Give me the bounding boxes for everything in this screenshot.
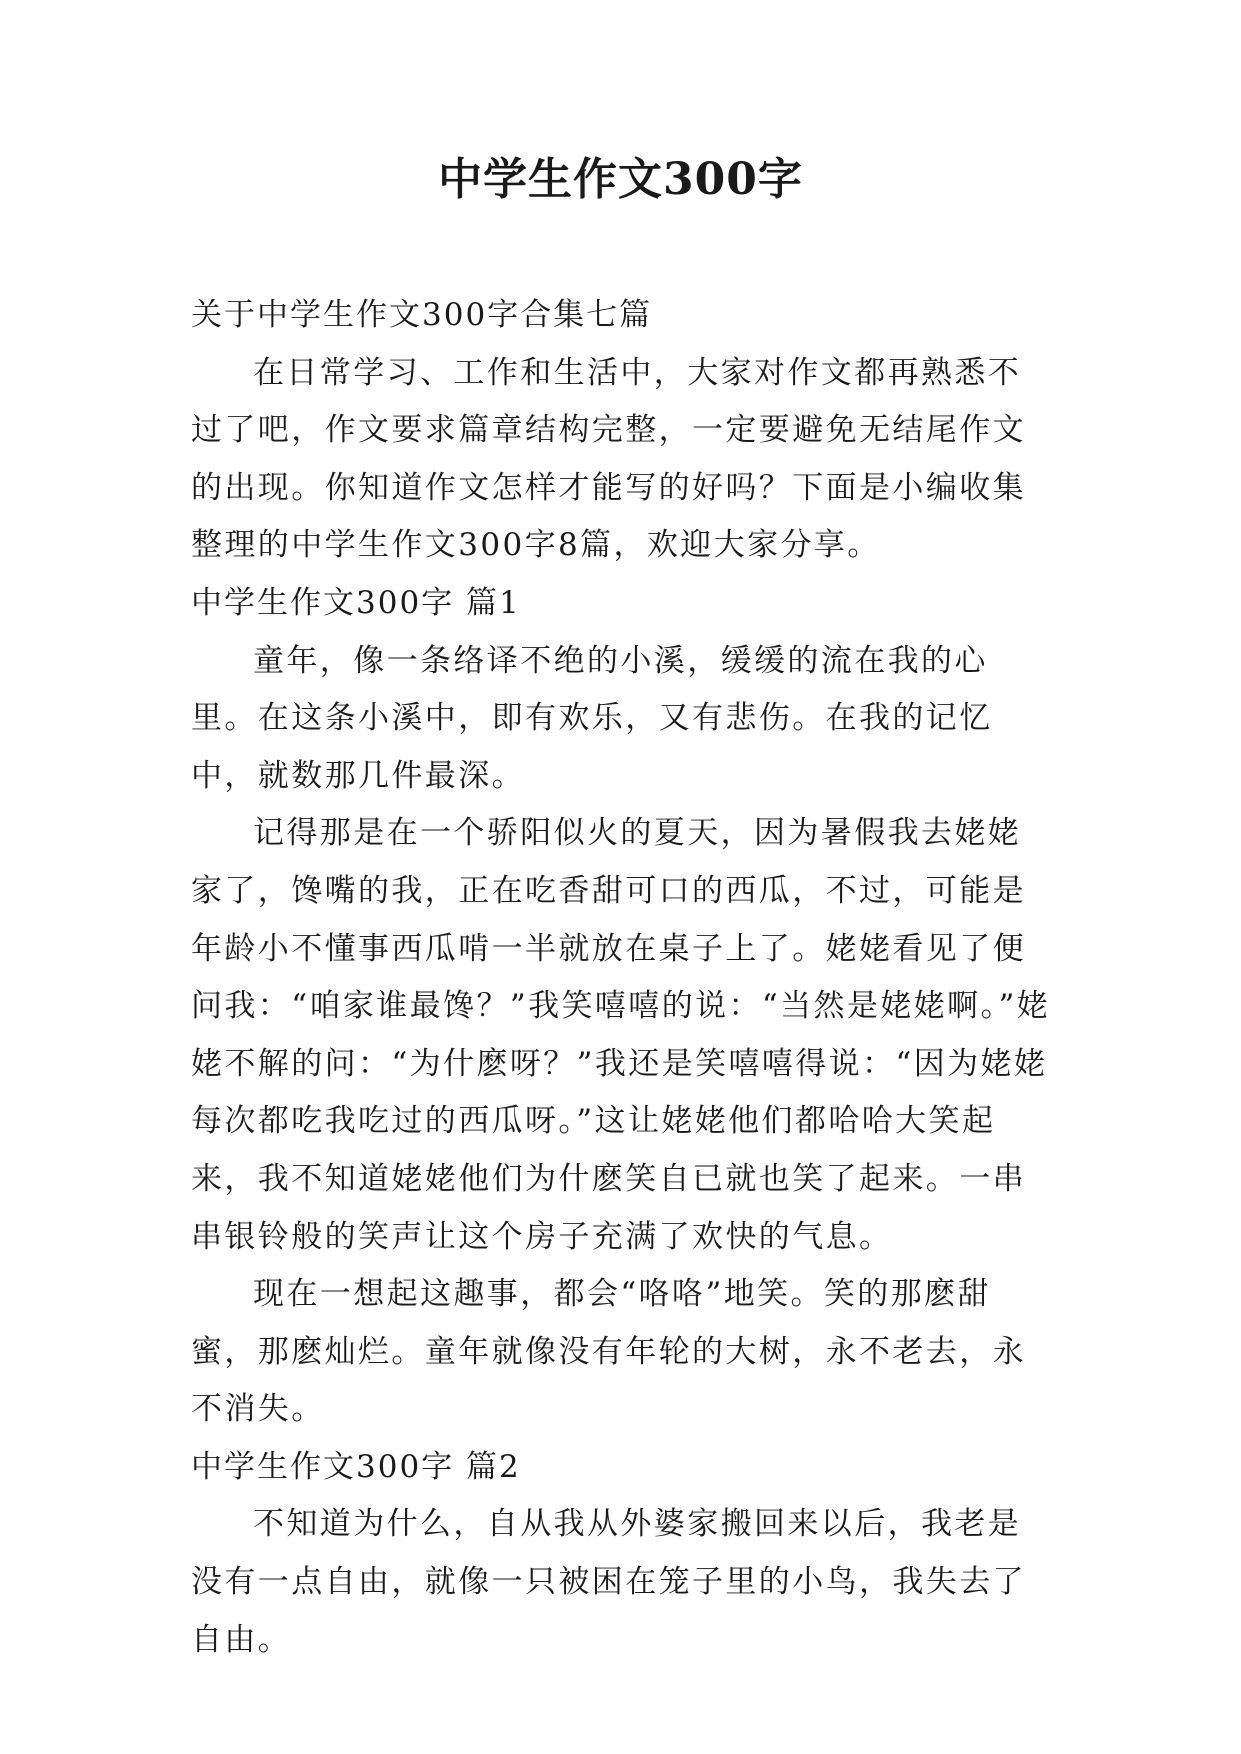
document-title: 中学生作文300字 [438,154,803,205]
section-paragraph: 童年，像一条络译不绝的小溪，缓缓的流在我的心里。在这条小溪中，即有欢乐，又有悲伤。在我的记忆中，就数那几件最深。 [191,642,993,794]
document-subtitle: 关于中学生作文300字合集七篇 [191,297,653,333]
section-paragraph: 记得那是在一个骄阳似火的夏天，因为暑假我去姥姥家了，馋嘴的我，正在吃香甜可口的西瓜，不过，可能是年龄小不懂事西瓜啃一半就放在桌子上了。姥姥看见了便问我：“咱家谁最馋？”我笑嘻嘻的说：“当然是姥姥啊。”姥姥不解的问：“为什麽呀？”我还是笑嘻嘻得说：“因为姥姥每次都吃我吃过的西瓜呀。”这让姥姥他们都哈哈大笑起来，我不知道姥姥他们为什麽笑自已就也笑了起来。一串串银铃般的笑声让这个房子充满了欢快的气息。 [191,815,1051,1255]
document-body [191,287,1051,1669]
intro-paragraph: 在日常学习、工作和生活中，大家对作文都再熟悉不过了吧，作文要求篇章结构完整，一定要避免无结尾作文的出现。你知道作文怎样才能写的好吗？下面是小编收集整理的中学生作文300字8篇，欢迎大家分享。 [191,354,1026,564]
section-heading: 中学生作文300字 篇1 [191,584,521,621]
section-paragraph: 不知道为什么，自从我从外婆家搬回来以后，我老是没有一点自由，就像一只被困在笼子里的小鸟，我失去了自由。 [191,1506,1026,1658]
section-heading: 中学生作文300字 篇2 [191,1448,521,1485]
section-paragraph: 现在一想起这趣事，都会“咯咯”地笑。笑的那麽甜蜜，那麽灿烂。童年就像没有年轮的大树，永不老去，永不消失。 [191,1276,1026,1428]
